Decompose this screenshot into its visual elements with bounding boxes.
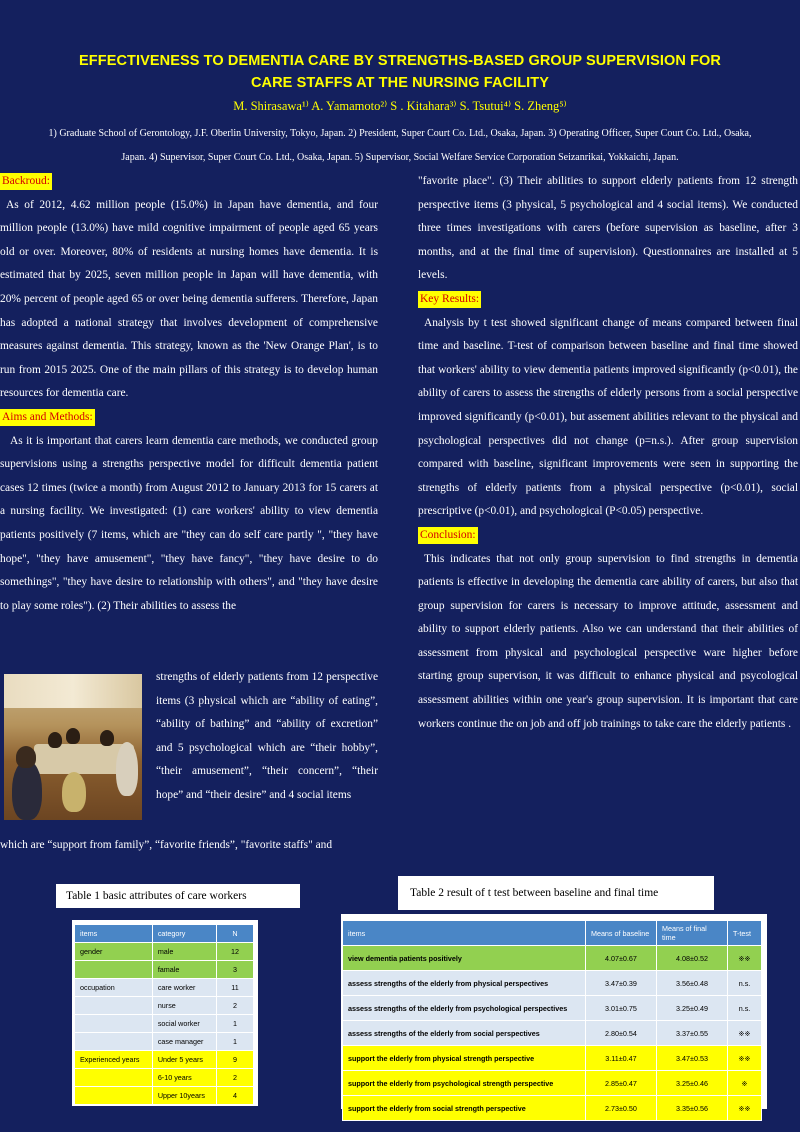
table1-category-cell: Under 5 years — [152, 1051, 216, 1069]
table1-category-cell: care worker — [152, 979, 216, 997]
table2-final-cell: 3.37±0.55 — [656, 1021, 727, 1046]
table2-item-cell: support the elderly from psychological strength perspective — [343, 1071, 586, 1096]
table2-final-cell: 3.25±0.49 — [656, 996, 727, 1021]
table1-row — [75, 1087, 254, 1105]
table2-baseline-cell: 2.80±0.54 — [585, 1021, 656, 1046]
group-supervision-photo — [4, 674, 142, 820]
table2-item-cell: support the elderly from physical strength perspective — [343, 1046, 586, 1071]
table1-n-cell: 12 — [217, 943, 254, 961]
table2-item-cell: assess strengths of the elderly from physical perspectives — [343, 971, 586, 996]
table2-t-test-results — [342, 920, 762, 1121]
table2-ttest-cell: n.s. — [728, 971, 762, 996]
table1-item-cell: Experienced years — [75, 1051, 153, 1069]
table2-item-cell: support the elderly from social strength perspective — [343, 1096, 586, 1121]
results-text: Analysis by t test showed significant change of means compared between final time and baseline. T-test of comparison between baseline and final time showed that workers' ability to view dementia patients improved significantly (p<0.01), the ability of carers to assess the strengths of elderly persons from a social perspective improved significantly (p<0.01), but assement abilities relevant to the physical and psychological perspectives did not change (p=n.s.). After group supervision compared with baseline, significant improvements were seen in supporting the strengths of elderly patients from a physical perspective (p<0.01), social prescriptive (p<0.01), and psychological (P<0.05) perspective. — [418, 316, 798, 518]
poster-title — [0, 50, 800, 94]
table2-baseline-cell: 2.73±0.50 — [585, 1096, 656, 1121]
background-text: As of 2012, 4.62 million people (15.0%) in Japan have dementia, and four million people (13.0%) have mild cognitive impairment of people aged 65 years old or over. Moreover, 80% of residents at nursing homes have dementia. It is estimated that by 2025, seven million people in Japan will have dementia, with 20% percent of people aged 65 or over being dementia sufferers. Therefore, Japan has adopted a national strategy that involves development of comprehensive measures against dementia. This strategy, known as the 'New Orange Plan', is to run from 2015 2025. One of the main pillars of this strategy is to develop human resources for dementia care. — [0, 198, 378, 400]
table1-n-cell: 1 — [217, 1015, 254, 1033]
table1-n-cell: 3 — [217, 961, 254, 979]
table2-row — [343, 1071, 762, 1096]
table2-row — [343, 996, 762, 1021]
table2-baseline-cell: 4.07±0.67 — [585, 946, 656, 971]
table2-header-cell: items — [343, 921, 586, 946]
conclusion-text: This indicates that not only group supervision to find strengths in dementia patients is effective in developing the dementia care ability of carers, but also that group supervision for carers is necessary to improve attitude, assessment and ability to support elderly patients. Also we can understand that their abilities of assessment from physical and psychological perspective ware higher before starting group supervison, it was difficult to enhance physical and psycological assessment abilities within one year's group supervision. It is important that care workers continue the on job and off job trainings to take care the elderly patients . — [418, 552, 798, 730]
table1-header-cell: category — [152, 925, 216, 943]
table2-header-row — [343, 921, 762, 946]
table1-basic-attributes — [74, 924, 254, 1105]
table2-item-cell: assess strengths of the elderly from psychological perspectives — [343, 996, 586, 1021]
table1-category-cell: case manager — [152, 1033, 216, 1051]
table1-item-cell — [75, 1015, 153, 1033]
table2-final-cell: 3.56±0.48 — [656, 971, 727, 996]
table2-ttest-cell: ※ — [728, 1071, 762, 1096]
table2-row — [343, 1096, 762, 1121]
table1-n-cell: 2 — [217, 1069, 254, 1087]
table1-header-cell: items — [75, 925, 153, 943]
table2-ttest-cell: n.s. — [728, 996, 762, 1021]
table1-category-cell: male — [152, 943, 216, 961]
table1-item-cell — [75, 1087, 153, 1105]
conclusion-heading: Conclusion: — [418, 527, 478, 544]
table1-row — [75, 979, 254, 997]
table1-row — [75, 1069, 254, 1087]
table2-baseline-cell: 2.85±0.47 — [585, 1071, 656, 1096]
table1-row — [75, 943, 254, 961]
table2-item-cell: view dementia patients positively — [343, 946, 586, 971]
table1-row — [75, 1051, 254, 1069]
table2-row — [343, 946, 762, 971]
table2-ttest-cell: ※※ — [728, 946, 762, 971]
table1-n-cell: 4 — [217, 1087, 254, 1105]
table2-item-cell: assess strengths of the elderly from social perspectives — [343, 1021, 586, 1046]
table1-category-cell: Upper 10years — [152, 1087, 216, 1105]
table2-baseline-cell: 3.01±0.75 — [585, 996, 656, 1021]
results-heading: Key Results: — [418, 291, 481, 308]
affiliation-line-2: Japan. 4) Supervisor, Super Court Co. Ltd., Osaka, Japan. 5) Supervisor, Social Welfare Service Corporation Seizanrikai, Yokkaichi, Japan. — [121, 152, 679, 163]
table2-row — [343, 1021, 762, 1046]
title-line-2: CARE STAFFS AT THE NURSING FACILITY — [250, 75, 550, 91]
table2-ttest-cell: ※※ — [728, 1046, 762, 1071]
table2-row — [343, 1046, 762, 1071]
table1-n-cell: 11 — [217, 979, 254, 997]
table2-final-cell: 3.35±0.56 — [656, 1096, 727, 1121]
table1-header-row — [75, 925, 254, 943]
aims-text: As it is important that carers learn dementia care methods, we conducted group supervisions using a strengths perspective model for difficult dementia patient cases 12 times (twice a month) from August 2012 to January 2013 for 15 carers at a nursing facility. We investigated: (1) care workers' ability to view dementia patients positively (7 items, which are "they can do self care partly ", "they have hope", "they have amusement", "they have fancy", "they have desire to do somethings", "they have desire to relationship with others", and "they have desire to play some roles"). (2) Their abilities to assess the — [0, 434, 378, 612]
authors: M. Shirasawa¹⁾ A. Yamamoto²⁾ S . Kitahara³⁾ S. Tsutui⁴⁾ S. Zheng⁵⁾ — [233, 99, 567, 113]
table1-row — [75, 1033, 254, 1051]
table1-category-cell: nurse — [152, 997, 216, 1015]
table1-n-cell: 2 — [217, 997, 254, 1015]
table2-header-cell: T-test — [728, 921, 762, 946]
table2-header-cell: Means of final time — [656, 921, 727, 946]
table2-final-cell: 3.47±0.53 — [656, 1046, 727, 1071]
aims-text-last-line: which are “support from family”, “favorite friends”, "favorite staffs" and — [0, 839, 333, 851]
table1-header-cell: N — [217, 925, 254, 943]
left-column — [0, 170, 378, 618]
table1-item-cell — [75, 997, 153, 1015]
table2-caption: Table 2 result of t test between baseline and final time — [398, 876, 714, 910]
background-heading: Backroud: — [0, 173, 52, 190]
affiliation-line-1: 1) Graduate School of Gerontology, J.F. Oberlin University, Tokyo, Japan. 2) President, Super Court Co. Ltd., Osaka, Japan. 3) Operating Officer, Super Court Co. Ltd., Osaka, — [48, 128, 752, 139]
table1-row — [75, 961, 254, 979]
title-line-1: EFFECTIVENESS TO DEMENTIA CARE BY STRENGTHS-BASED GROUP SUPERVISION FOR — [79, 53, 721, 69]
table1-item-cell: occupation — [75, 979, 153, 997]
aims-text-wrapped: strengths of elderly patients from 12 perspective items (3 physical which are “ability of eating”, “ability of bathing” and “ability of excretion” and 5 psychological which are “their hobby”, “their amusement”, “their concern”, “their hope” and “their desire” and 4 social items — [156, 671, 378, 801]
table2-final-cell: 3.25±0.46 — [656, 1071, 727, 1096]
table1-item-cell: gender — [75, 943, 153, 961]
table1-category-cell: social worker — [152, 1015, 216, 1033]
table1-category-cell: 6-10 years — [152, 1069, 216, 1087]
table1-item-cell — [75, 1033, 153, 1051]
table2-header-cell: Means of baseline — [585, 921, 656, 946]
table1-n-cell: 1 — [217, 1033, 254, 1051]
table2-baseline-cell: 3.47±0.39 — [585, 971, 656, 996]
affiliations — [0, 122, 800, 170]
methods-continued: "favorite place". (3) Their abilities to support elderly patients from 12 strength perspective items (3 physical, 5 psychological and 4 social items). We conducted three times investigations with carers (before supervision as baseline, after 3 months, and at the final time of supervision). Questionnaires are installed at 5 levels. — [418, 175, 798, 282]
table1-item-cell — [75, 1069, 153, 1087]
table1-row — [75, 1015, 254, 1033]
table1-category-cell: famale — [152, 961, 216, 979]
table2-final-cell: 4.08±0.52 — [656, 946, 727, 971]
table1-n-cell: 9 — [217, 1051, 254, 1069]
table2-baseline-cell: 3.11±0.47 — [585, 1046, 656, 1071]
aims-heading: Aims and Methods: — [0, 409, 95, 426]
table1-caption: Table 1 basic attributes of care workers — [56, 884, 300, 908]
table2-row — [343, 971, 762, 996]
right-column — [418, 170, 798, 736]
table1-row — [75, 997, 254, 1015]
table1-item-cell — [75, 961, 153, 979]
table2-ttest-cell: ※※ — [728, 1021, 762, 1046]
table2-ttest-cell: ※※ — [728, 1096, 762, 1121]
